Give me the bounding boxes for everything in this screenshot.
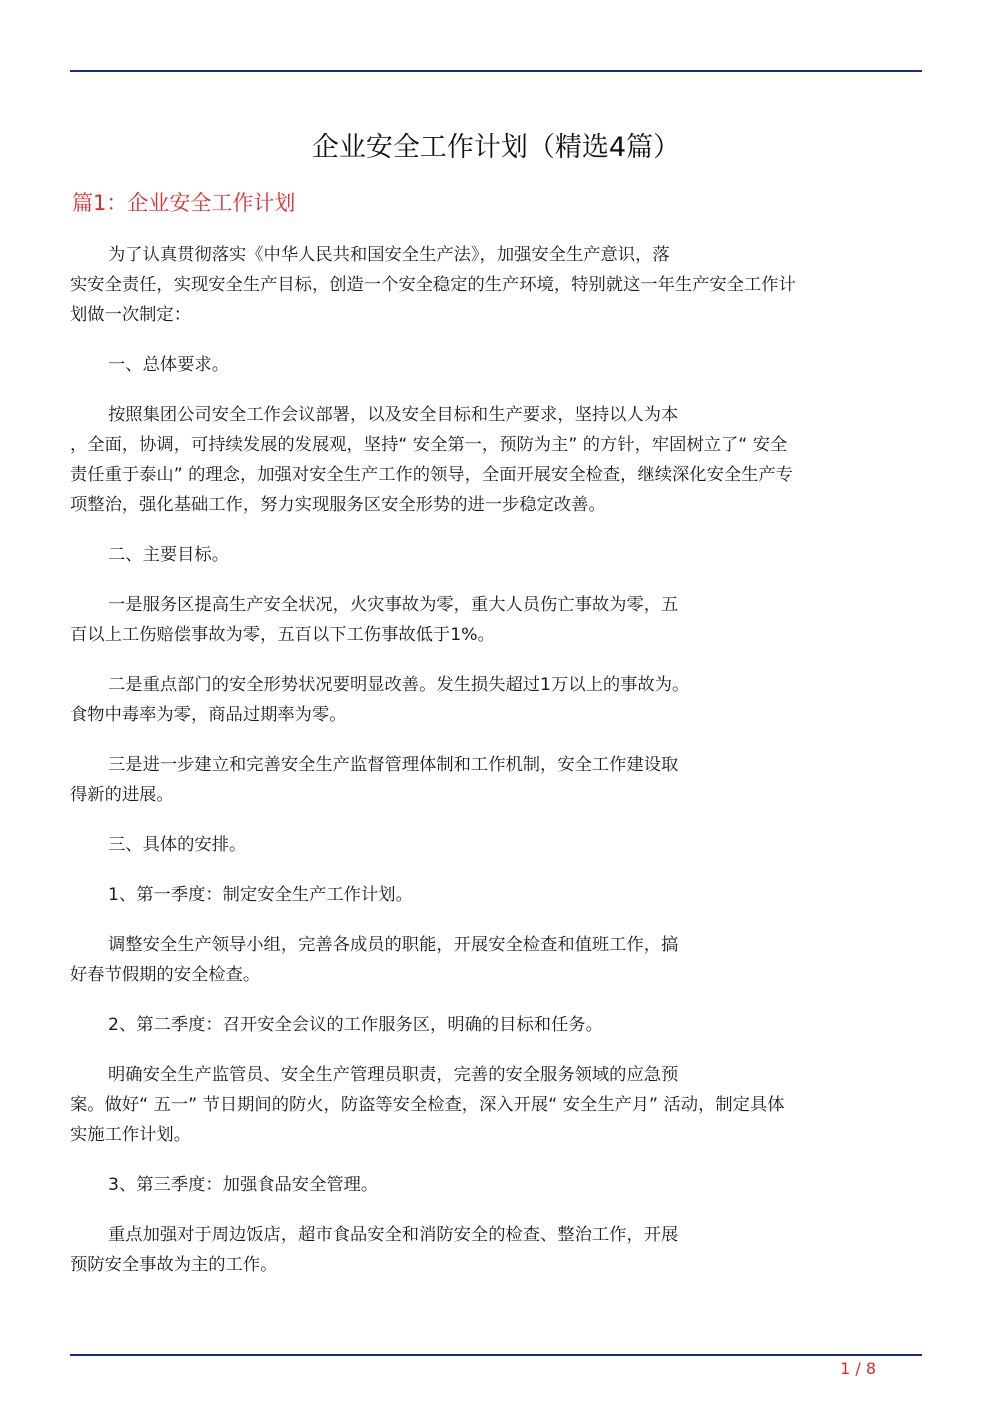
paragraph-line: 1、第一季度：制定安全生产工作计划。 (108, 885, 413, 905)
paragraph-line: 预防安全事故为主的工作。 (70, 1255, 278, 1275)
paragraph (70, 670, 915, 730)
page-number: 1 / 8 (840, 1359, 876, 1378)
paragraph-line: 一、总体要求。 (108, 355, 229, 375)
paragraph-line: 重点加强对于周边饭店，超市食品安全和消防安全的检查、整治工作，开展 (108, 1225, 679, 1245)
document-body (70, 240, 915, 1300)
paragraph-line: 项整治，强化基础工作，努力实现服务区安全形势的进一步稳定改善。 (70, 495, 606, 515)
paragraph-line: ，全面，协调，可持续发展的发展观，坚持“ 安全第一，预防为主” 的方针，牢固树立了“ 安全 (70, 435, 788, 455)
paragraph-line: 食物中毒率为零，商品过期率为零。 (70, 705, 347, 725)
paragraph (70, 540, 915, 570)
section-heading: 篇1：企业安全工作计划 (72, 191, 296, 215)
paragraph-line: 调整安全生产领导小组，完善各成员的职能，开展安全检查和值班工作，搞 (108, 935, 679, 955)
paragraph (70, 1170, 915, 1200)
paragraph-line: 好春节假期的安全检查。 (70, 965, 261, 985)
paragraph (70, 240, 915, 330)
paragraph (70, 880, 915, 910)
paragraph-line: 百以上工伤赔偿事故为零，五百以下工伤事故低于1%。 (70, 625, 495, 645)
paragraph-line: 一是服务区提高生产安全状况，火灾事故为零，重大人员伤亡事故为零，五 (108, 595, 679, 615)
paragraph-line: 二是重点部门的安全形势状况要明显改善。发生损失超过1万以上的事故为。 (108, 675, 690, 695)
header-rule (70, 70, 922, 72)
paragraph-line: 为了认真贯彻落实《中华人民共和国安全生产法》，加强安全生产意识，落 (108, 245, 670, 265)
paragraph-line: 按照集团公司安全工作会议部署，以及安全目标和生产要求，坚持以人为本 (108, 405, 679, 425)
paragraph (70, 590, 915, 650)
paragraph (70, 400, 915, 520)
paragraph-line: 实安全责任，实现安全生产目标，创造一个安全稳定的生产环境，特别就这一年生产安全工作计 (70, 275, 796, 295)
paragraph-line: 三、具体的安排。 (108, 835, 247, 855)
paragraph-line: 划做一次制定： (70, 305, 191, 325)
paragraph (70, 1010, 915, 1040)
paragraph (70, 1220, 915, 1280)
paragraph-line: 2、第二季度：召开安全会议的工作服务区，明确的目标和任务。 (108, 1015, 603, 1035)
paragraph (70, 830, 915, 860)
paragraph-line: 明确安全生产监管员、安全生产管理员职责，完善的安全服务领域的应急预 (108, 1065, 679, 1085)
paragraph (70, 1060, 915, 1150)
paragraph (70, 350, 915, 380)
paragraph-line: 实施工作计划。 (70, 1125, 191, 1145)
paragraph-line: 3、第三季度：加强食品安全管理。 (108, 1175, 379, 1195)
paragraph-line: 二、主要目标。 (108, 545, 229, 565)
paragraph-line: 责任重于泰山” 的理念，加强对安全生产工作的领导，全面开展安全检查，继续深化安全生产专 (70, 465, 793, 485)
paragraph (70, 750, 915, 810)
paragraph-line: 案。做好“ 五一” 节日期间的防火，防盗等安全检查，深入开展“ 安全生产月” 活动，制定具体 (70, 1095, 785, 1115)
paragraph-line: 三是进一步建立和完善安全生产监督管理体制和工作机制，安全工作建设取 (108, 755, 679, 775)
document-title: 企业安全工作计划（精选4篇） (311, 132, 681, 163)
footer-rule (70, 1354, 922, 1356)
paragraph (70, 930, 915, 990)
paragraph-line: 得新的进展。 (70, 785, 174, 805)
